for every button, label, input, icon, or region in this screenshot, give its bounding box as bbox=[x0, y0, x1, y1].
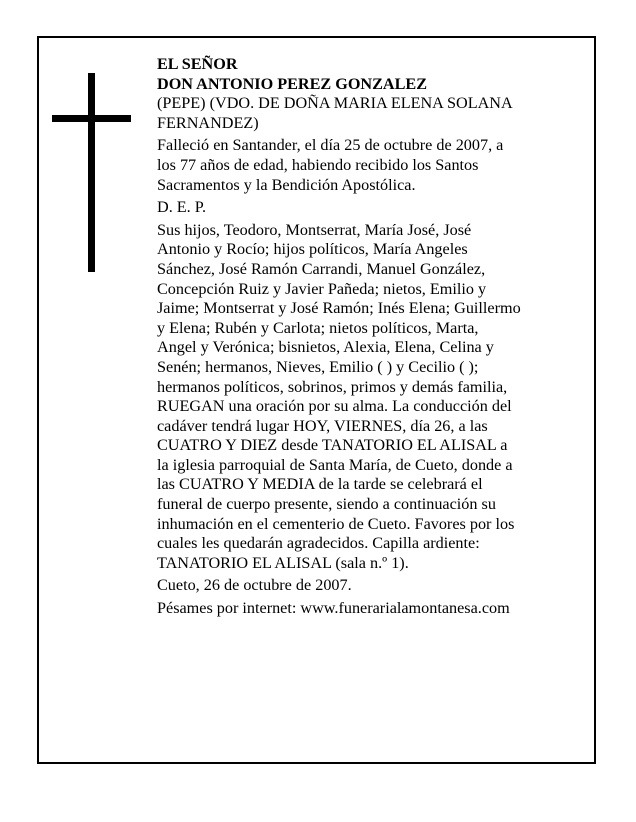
body-line: Angel y Verónica; bisnietos, Alexia, Elena, Celina y bbox=[157, 338, 494, 357]
body-line: RUEGAN una oración por su alma. La conducción del bbox=[157, 397, 512, 416]
body-line: Sus hijos, Teodoro, Montserrat, María José, José bbox=[157, 220, 472, 239]
body-line: las CUATRO Y MEDIA de la tarde se celebrará el bbox=[157, 475, 483, 494]
body-line: Senén; hermanos, Nieves, Emilio ( ) y Cecilio ( ); bbox=[157, 357, 479, 376]
condolences-link: Pésames por internet: www.funerarialamontanesa.com bbox=[157, 599, 510, 618]
body-line: inhumación en el cementerio de Cueto. Favores por los bbox=[157, 514, 515, 533]
death-line: los 77 años de edad, habiendo recibido los Santos bbox=[157, 155, 479, 174]
body-line: TANATORIO EL ALISAL (sala n.º 1). bbox=[157, 553, 409, 572]
body-line: cuales les quedarán agradecidos. Capilla ardiente: bbox=[157, 534, 480, 553]
cross-icon-crossbar bbox=[52, 115, 131, 122]
body-line: Sánchez, José Ramón Carrandi, Manuel González, bbox=[157, 259, 486, 278]
death-line: Sacramentos y la Bendición Apostólica. bbox=[157, 175, 416, 194]
subtitle-line: (PEPE) (VDO. DE DOÑA MARIA ELENA SOLANA bbox=[157, 94, 513, 113]
body-line: la iglesia parroquial de Santa María, de Cueto, donde a bbox=[157, 455, 513, 474]
body-line: Concepción Ruiz y Javier Pañeda; nietos, Emilio y bbox=[157, 279, 487, 298]
family-paragraph bbox=[157, 221, 584, 574]
dep-line: D. E. P. bbox=[157, 198, 207, 217]
title-line-1: EL SEÑOR bbox=[157, 55, 238, 73]
deceased-name: DON ANTONIO PEREZ GONZALEZ bbox=[157, 74, 427, 93]
subtitle-line: FERNANDEZ) bbox=[157, 113, 259, 132]
body-line: cadáver tendrá lugar HOY, VIERNES, día 26, a las bbox=[157, 416, 488, 435]
body-line: funeral de cuerpo presente, siendo a continuación su bbox=[157, 495, 496, 514]
death-line: Falleció en Santander, el día 25 de octubre de 2007, a bbox=[157, 136, 504, 155]
body-line: hermanos políticos, sobrinos, primos y demás familia, bbox=[157, 377, 508, 396]
body-line: y Elena; Rubén y Carlota; nietos políticos, Marta, bbox=[157, 318, 479, 337]
obituary-text bbox=[157, 55, 584, 619]
subtitle bbox=[157, 94, 584, 133]
cross-icon bbox=[88, 73, 95, 272]
death-paragraph bbox=[157, 136, 584, 195]
place-date: Cueto, 26 de octubre de 2007. bbox=[157, 576, 352, 595]
body-line: CUATRO Y DIEZ desde TANATORIO EL ALISAL a bbox=[157, 436, 508, 455]
body-line: Antonio y Rocío; hijos políticos, María Angeles bbox=[157, 240, 468, 259]
body-line: Jaime; Montserrat y José Ramón; Inés Elena; Guillermo bbox=[157, 299, 521, 318]
